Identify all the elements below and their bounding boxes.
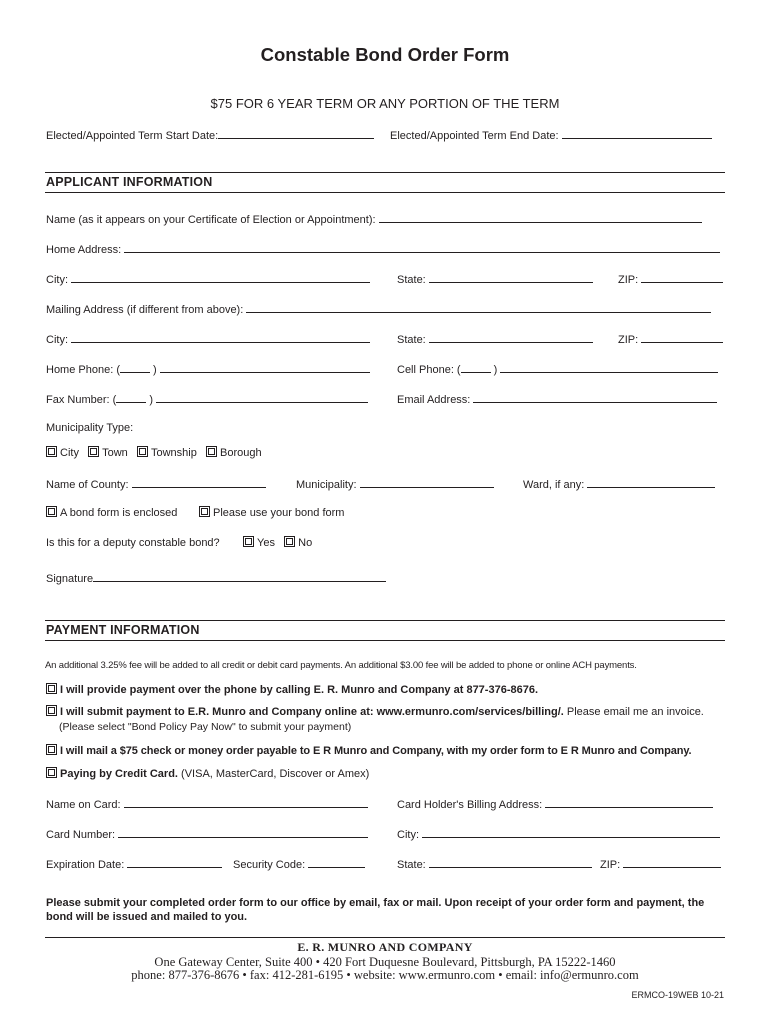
name-on-card-label: Name on Card: — [46, 799, 121, 811]
home-phone-label: Home Phone: ( — [46, 364, 120, 376]
zip-label: ZIP: — [618, 274, 639, 286]
municipality-row — [296, 476, 494, 492]
home-phone-area-field[interactable] — [120, 361, 150, 373]
option-label: I will mail a $75 check or money order payable to E R Munro and Company, with my order form to E R Munro and Company. — [60, 745, 692, 757]
option-label: Yes — [257, 537, 275, 549]
applicant-name-row — [46, 211, 702, 227]
divider — [45, 640, 725, 641]
home-address-field[interactable] — [124, 241, 720, 253]
signature-label: Signature — [46, 573, 94, 585]
municipality-label: Municipality: — [296, 479, 357, 491]
divider — [45, 620, 725, 621]
checkbox-no[interactable] — [284, 536, 295, 547]
state-label: State: — [397, 334, 426, 346]
mailing-city-field[interactable] — [71, 331, 370, 343]
bond-enclosed-option — [46, 506, 177, 520]
home-address-row — [46, 241, 720, 257]
home-city-field[interactable] — [71, 271, 370, 283]
online-payment-option — [46, 705, 704, 719]
option-label: Town — [102, 447, 128, 459]
home-phone-row — [46, 361, 370, 377]
checkbox-mail-payment[interactable] — [46, 744, 57, 755]
option-label: A bond form is enclosed — [60, 507, 178, 519]
billing-city-row — [397, 826, 720, 842]
billing-address-label: Card Holder's Billing Address: — [397, 799, 543, 811]
payment-heading: PAYMENT INFORMATION — [46, 623, 200, 637]
zip-label: ZIP: — [618, 334, 639, 346]
online-note: (Please select "Bond Policy Pay Now" to submit your payment) — [59, 721, 352, 733]
deputy-options — [243, 536, 312, 550]
home-address-label: Home Address: — [46, 244, 122, 256]
option-label: No — [298, 537, 313, 549]
checkbox-yes[interactable] — [243, 536, 254, 547]
billing-city-field[interactable] — [422, 826, 720, 838]
name-on-card-row — [46, 796, 368, 812]
term-end-field[interactable] — [562, 127, 712, 139]
divider — [45, 172, 725, 173]
billing-state-field[interactable] — [429, 856, 592, 868]
municipality-type-label: Municipality Type: — [46, 422, 134, 434]
expiration-field[interactable] — [127, 856, 222, 868]
term-start-row — [46, 127, 374, 143]
mailing-zip-field[interactable] — [641, 331, 723, 343]
checkbox-bond-enclosed[interactable] — [46, 506, 57, 517]
home-city-row — [46, 271, 370, 287]
checkbox-town[interactable] — [88, 446, 99, 457]
fee-note: An additional 3.25% fee will be added to all credit or debit card payments. An additional $3.00 fee will be added to phone or online ACH payments. — [45, 660, 637, 671]
closing-note: Please submit your completed order form to our office by email, fax or mail. Upon receipt of your order form and payment, the bond will be issued and mailed to you. — [46, 897, 705, 923]
card-number-label: Card Number: — [46, 829, 116, 841]
paren: ) — [149, 394, 154, 406]
checkbox-phone-payment[interactable] — [46, 683, 57, 694]
municipality-field[interactable] — [360, 476, 494, 488]
city-label: City: — [46, 334, 68, 346]
email-field[interactable] — [473, 391, 717, 403]
term-start-field[interactable] — [218, 127, 374, 139]
term-end-row — [390, 127, 712, 143]
home-state-field[interactable] — [429, 271, 593, 283]
city-label: City: — [397, 829, 419, 841]
cell-phone-area-field[interactable] — [461, 361, 491, 373]
county-label: Name of County: — [46, 479, 129, 491]
checkbox-online-payment[interactable] — [46, 705, 57, 716]
option-label: I will provide payment over the phone by calling E. R. Munro and Company at 877-376-8676. — [60, 684, 539, 696]
billing-address-row — [397, 796, 713, 812]
company-address: One Gateway Center, Suite 400 • 420 Fort Duquesne Boulevard, Pittsburgh, PA 15222-1460 — [154, 955, 616, 969]
mailing-state-row — [397, 331, 593, 347]
checkbox-city[interactable] — [46, 446, 57, 457]
state-label: State: — [397, 859, 426, 871]
checkbox-use-bond-form[interactable] — [199, 506, 210, 517]
checkbox-township[interactable] — [137, 446, 148, 457]
home-state-row — [397, 271, 593, 287]
home-phone-field[interactable] — [160, 361, 370, 373]
mailing-zip-row — [618, 331, 723, 347]
county-row — [46, 476, 266, 492]
mailing-address-field[interactable] — [246, 301, 711, 313]
credit-payment-option — [46, 767, 369, 781]
mailing-state-field[interactable] — [429, 331, 593, 343]
billing-zip-field[interactable] — [623, 856, 721, 868]
fax-label: Fax Number: ( — [46, 394, 117, 406]
mail-payment-option — [46, 744, 692, 758]
email-label: Email Address: — [397, 394, 471, 406]
mailing-address-label: Mailing Address (if different from above): — [46, 304, 244, 316]
paren: ) — [153, 364, 157, 376]
option-label-extra: Please email me an invoice. — [566, 706, 704, 718]
option-label: Borough — [220, 447, 262, 459]
applicant-heading: APPLICANT INFORMATION — [46, 175, 213, 189]
page-title: Constable Bond Order Form — [260, 44, 510, 65]
fax-field[interactable] — [156, 391, 368, 403]
security-code-field[interactable] — [308, 856, 365, 868]
fax-row — [46, 391, 368, 407]
cell-phone-field[interactable] — [500, 361, 718, 373]
option-label: Please use your bond form — [213, 507, 345, 519]
cell-phone-row — [397, 361, 718, 377]
expiration-label: Expiration Date: — [46, 859, 125, 871]
mailing-city-row — [46, 331, 370, 347]
option-label: City — [60, 447, 79, 459]
applicant-name-label: Name (as it appears on your Certificate of Election or Appointment): — [46, 214, 376, 226]
price-subtitle: $75 FOR 6 YEAR TERM OR ANY PORTION OF THE TERM — [210, 96, 560, 111]
billing-state-row — [397, 856, 592, 872]
card-number-row — [46, 826, 368, 842]
zip-label: ZIP: — [600, 859, 621, 871]
email-row — [397, 391, 717, 407]
home-zip-field[interactable] — [641, 271, 723, 283]
phone-payment-option — [46, 683, 538, 697]
cell-phone-label: Cell Phone: ( — [397, 364, 461, 376]
form-code: ERMCO-19WEB 10-21 — [631, 990, 724, 1000]
ward-label: Ward, if any: — [523, 479, 585, 491]
ward-field[interactable] — [587, 476, 715, 488]
deputy-question: Is this for a deputy constable bond? — [46, 537, 220, 549]
state-label: State: — [397, 274, 426, 286]
accepted-cards: (VISA, MasterCard, Discover or Amex) — [181, 768, 370, 780]
security-code-row — [233, 856, 365, 872]
name-on-card-field[interactable] — [124, 796, 368, 808]
option-label: Township — [150, 447, 197, 459]
billing-zip-row — [600, 856, 721, 872]
ward-row — [523, 476, 715, 492]
checkbox-credit-payment[interactable] — [46, 767, 57, 778]
footer-divider — [45, 937, 725, 938]
checkbox-borough[interactable] — [206, 446, 217, 457]
mailing-address-row — [46, 301, 711, 317]
municipality-type-options — [46, 446, 262, 460]
signature-row — [46, 570, 386, 586]
use-bond-form-option — [199, 506, 344, 520]
home-zip-row — [618, 271, 723, 287]
term-end-label: Elected/Appointed Term End Date: — [390, 130, 559, 142]
billing-address-field[interactable] — [545, 796, 713, 808]
option-label: Paying by Credit Card. — [60, 768, 178, 780]
expiration-row — [46, 856, 222, 872]
paren: ) — [493, 364, 498, 376]
term-start-label: Elected/Appointed Term Start Date: — [46, 130, 219, 142]
applicant-name-field[interactable] — [379, 211, 702, 223]
security-code-label: Security Code: — [233, 859, 306, 871]
signature-field[interactable] — [93, 570, 386, 582]
option-label: I will submit payment to E.R. Munro and Company online at: www.ermunro.com/services/billing/. — [60, 706, 564, 718]
city-label: City: — [46, 274, 68, 286]
company-name: E. R. MUNRO AND COMPANY — [297, 940, 473, 954]
divider — [45, 192, 725, 193]
card-number-field[interactable] — [118, 826, 368, 838]
company-contact: phone: 877-376-8676 • fax: 412-281-6195 • website: www.ermunro.com • email: info@ermunro.com — [131, 968, 639, 982]
county-field[interactable] — [132, 476, 266, 488]
fax-area-field[interactable] — [116, 391, 146, 403]
